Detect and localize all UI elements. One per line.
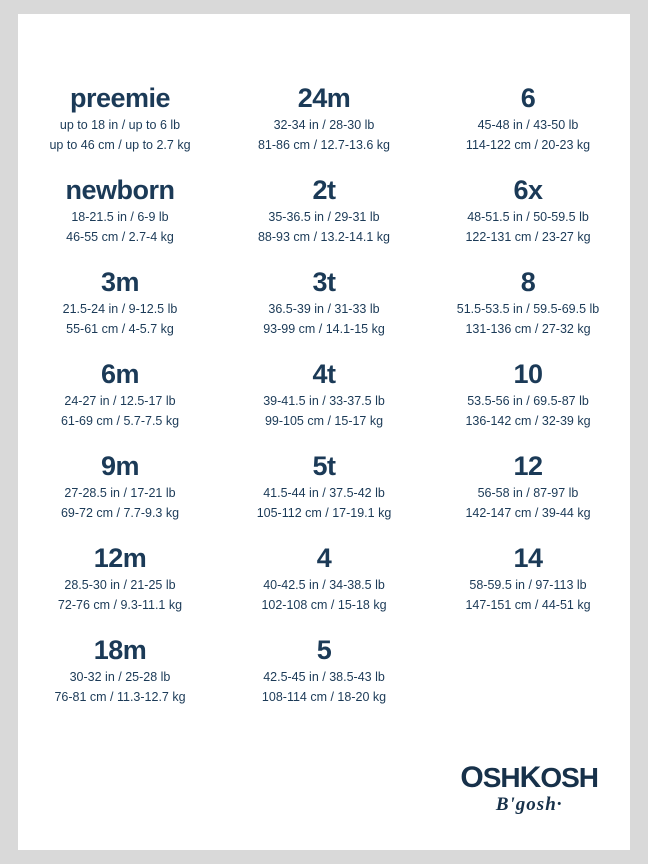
size-imperial: 53.5-56 in / 69.5-87 lb [467, 394, 589, 409]
logo-sh: SH [482, 762, 520, 793]
size-metric: 136-142 cm / 32-39 kg [465, 413, 591, 428]
size-imperial: 58-59.5 in / 97-113 lb [469, 578, 587, 593]
size-imperial: 32-34 in / 28-30 lb [273, 118, 375, 133]
size-cell [18, 448, 222, 540]
size-cell [18, 632, 222, 724]
size-cell [426, 172, 630, 264]
size-metric: 105-112 cm / 17-19.1 kg [256, 505, 392, 520]
size-metric: 88-93 cm / 13.2-14.1 kg [257, 229, 391, 244]
size-metric: 55-61 cm / 4-5.7 kg [66, 321, 174, 336]
size-imperial: 45-48 in / 43-50 lb [477, 118, 579, 133]
size-cell [222, 172, 426, 264]
size-metric: 72-76 cm / 9.3-11.1 kg [57, 597, 183, 612]
size-imperial: up to 18 in / up to 6 lb [59, 118, 181, 133]
size-cell [18, 172, 222, 264]
size-metric: 76-81 cm / 11.3-12.7 kg [54, 689, 186, 704]
logo-o: O [460, 761, 483, 794]
size-label: preemie [69, 83, 171, 113]
size-metric: 142-147 cm / 39-44 kg [465, 505, 591, 520]
size-cell [18, 540, 222, 632]
size-imperial: 40-42.5 in / 34-38.5 lb [263, 578, 385, 593]
size-label: 10 [513, 359, 543, 389]
size-label: 6x [513, 175, 543, 205]
size-imperial: 21.5-24 in / 9-12.5 lb [62, 302, 178, 317]
size-imperial: 18-21.5 in / 6-9 lb [71, 210, 169, 225]
size-cell [222, 448, 426, 540]
size-cell [426, 448, 630, 540]
size-metric: 99-105 cm / 15-17 kg [264, 413, 384, 428]
size-label: 5t [312, 451, 336, 481]
size-label: 24m [297, 83, 351, 113]
size-metric: 69-72 cm / 7.7-9.3 kg [60, 505, 180, 520]
size-imperial: 36.5-39 in / 31-33 lb [268, 302, 380, 317]
size-label: 6 [520, 83, 536, 113]
size-imperial: 30-32 in / 25-28 lb [69, 670, 171, 685]
size-metric: 108-114 cm / 18-20 kg [261, 689, 387, 704]
size-cell [222, 264, 426, 356]
size-imperial: 35-36.5 in / 29-31 lb [268, 210, 380, 225]
size-cell [426, 540, 630, 632]
size-cell [18, 264, 222, 356]
size-label: 8 [520, 267, 536, 297]
size-imperial: 51.5-53.5 in / 59.5-69.5 lb [456, 302, 600, 317]
logo-wordmark [460, 763, 598, 793]
size-cell [222, 356, 426, 448]
size-metric: 122-131 cm / 23-27 kg [465, 229, 591, 244]
brand-logo [460, 763, 598, 814]
size-label: 12 [513, 451, 543, 481]
size-metric: up to 46 cm / up to 2.7 kg [49, 137, 191, 152]
size-imperial: 39-41.5 in / 33-37.5 lb [263, 394, 385, 409]
size-imperial: 56-58 in / 87-97 lb [477, 486, 579, 501]
size-metric: 114-122 cm / 20-23 kg [465, 137, 591, 152]
size-cell [222, 80, 426, 172]
size-label: 14 [513, 543, 543, 573]
size-cell [222, 540, 426, 632]
size-label: 4 [316, 543, 332, 573]
size-cell [426, 264, 630, 356]
size-metric: 102-108 cm / 15-18 kg [261, 597, 387, 612]
size-label: 3m [100, 267, 140, 297]
size-cell [426, 356, 630, 448]
size-imperial: 41.5-44 in / 37.5-42 lb [263, 486, 385, 501]
size-metric: 46-55 cm / 2.7-4 kg [66, 229, 174, 244]
size-cell [18, 80, 222, 172]
size-metric: 147-151 cm / 44-51 kg [465, 597, 591, 612]
size-label: 4t [312, 359, 336, 389]
size-imperial: 48-51.5 in / 50-59.5 lb [467, 210, 589, 225]
size-imperial: 27-28.5 in / 17-21 lb [64, 486, 176, 501]
size-grid [18, 80, 630, 724]
size-imperial: 42.5-45 in / 38.5-43 lb [263, 670, 385, 685]
size-label: 5 [316, 635, 332, 665]
logo-osh: OSH [540, 762, 598, 793]
logo-tagline: B'gosh· [495, 794, 563, 815]
size-label: 18m [93, 635, 147, 665]
size-label: 12m [93, 543, 147, 573]
size-imperial: 24-27 in / 12.5-17 lb [64, 394, 176, 409]
size-cell [18, 356, 222, 448]
size-label: 2t [312, 175, 336, 205]
size-label: 6m [100, 359, 140, 389]
size-cell [426, 80, 630, 172]
size-label: newborn [65, 175, 175, 205]
size-metric: 61-69 cm / 5.7-7.5 kg [60, 413, 180, 428]
logo-k: K [519, 761, 541, 794]
size-metric: 93-99 cm / 14.1-15 kg [263, 321, 385, 336]
size-imperial: 28.5-30 in / 21-25 lb [64, 578, 176, 593]
size-label: 3t [312, 267, 336, 297]
size-metric: 81-86 cm / 12.7-13.6 kg [257, 137, 391, 152]
size-label: 9m [100, 451, 140, 481]
size-cell [222, 632, 426, 724]
size-metric: 131-136 cm / 27-32 kg [465, 321, 591, 336]
size-chart-page [18, 14, 630, 850]
